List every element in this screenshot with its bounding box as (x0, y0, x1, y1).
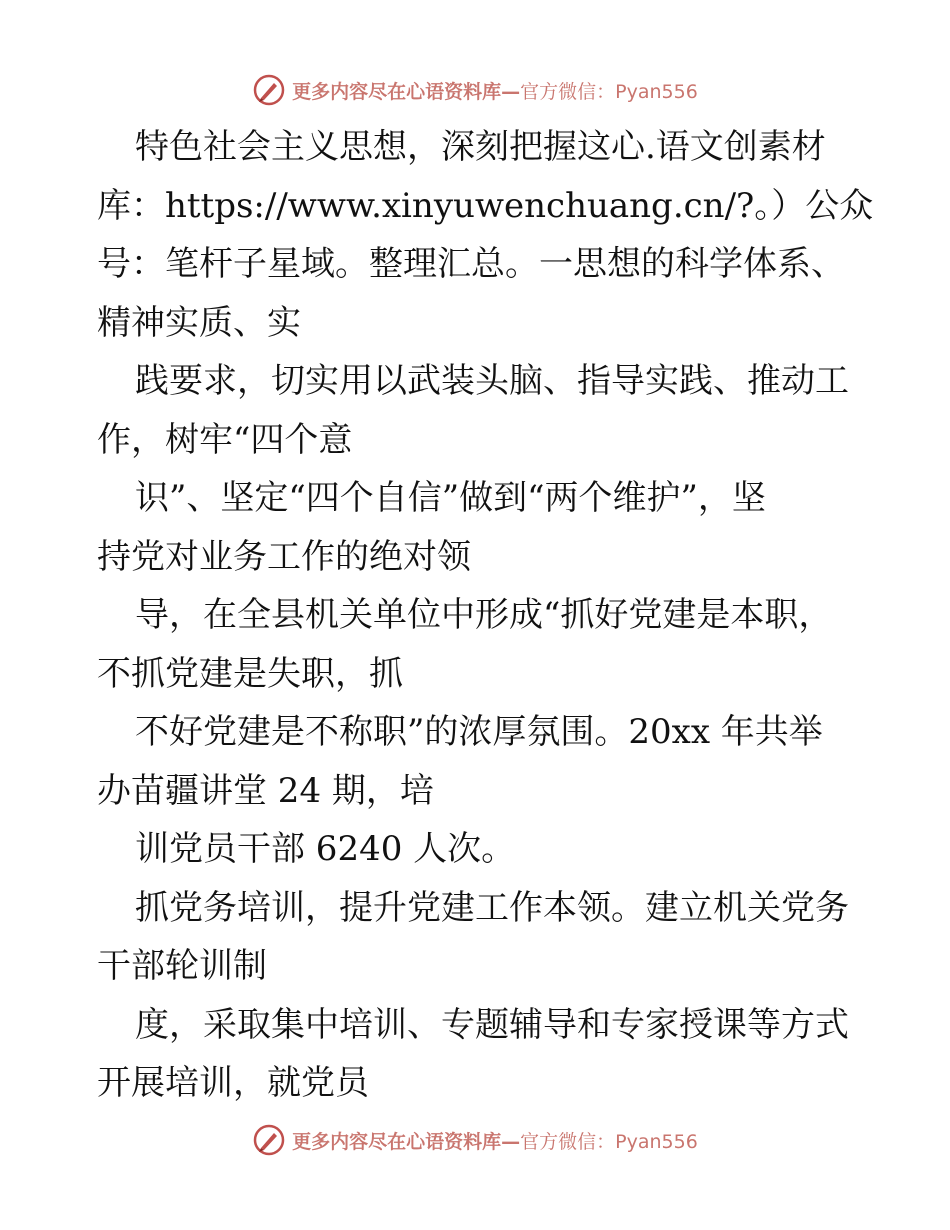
text-line: 号：笔杆子星域。整理汇总。一思想的科学体系、 (97, 244, 845, 284)
text-line: 办苗疆讲堂 24 期，培 (97, 770, 434, 811)
banner-wechat-text: 官方微信：Pyan556 (520, 80, 698, 103)
text-line: 践要求，切实用以武装头脑、指导实践、推动工 (135, 361, 849, 401)
text-line: 抓党务培训，提升党建工作本领。建立机关党务 (135, 887, 849, 928)
text-line: 精神实质、实 (97, 302, 301, 343)
text-line: 特色社会主义思想，深刻把握这心.语文创素材 (135, 127, 826, 167)
pen-logo-icon (252, 73, 286, 107)
text-line: 不抓党建是失职，抓 (97, 653, 403, 694)
text-line: 训党员干部 6240 人次。 (135, 829, 516, 869)
pen-logo-icon (252, 1123, 286, 1157)
document-body (97, 118, 874, 1113)
text-line: 持党对业务工作的绝对领 (97, 536, 471, 577)
banner-site-text: 更多内容尽在心语资料库— (292, 80, 521, 103)
footer-site-text: 更多内容尽在心语资料库— (292, 1130, 521, 1153)
text-line: 不好党建是不称职”的浓厚氛围。20xx 年共举 (135, 712, 823, 752)
text-line: 导，在全县机关单位中形成“抓好党建是本职， (135, 595, 833, 635)
text-line: 开展培训，就党员 (97, 1063, 369, 1103)
text-line: 干部轮训制 (97, 946, 267, 986)
footer-wechat-text: 官方微信：Pyan556 (520, 1130, 698, 1153)
text-line: 识”、坚定“四个自信”做到“两个维护”，坚 (135, 478, 766, 518)
header-banner (0, 70, 950, 110)
text-line: 作，树牢“四个意 (97, 419, 353, 460)
text-line: 库：https://www.xinyuwenchuang.cn/?。）公众 (97, 185, 874, 226)
text-line: 度，采取集中培训、专题辅导和专家授课等方式 (135, 1004, 849, 1045)
footer-banner (0, 1120, 950, 1160)
